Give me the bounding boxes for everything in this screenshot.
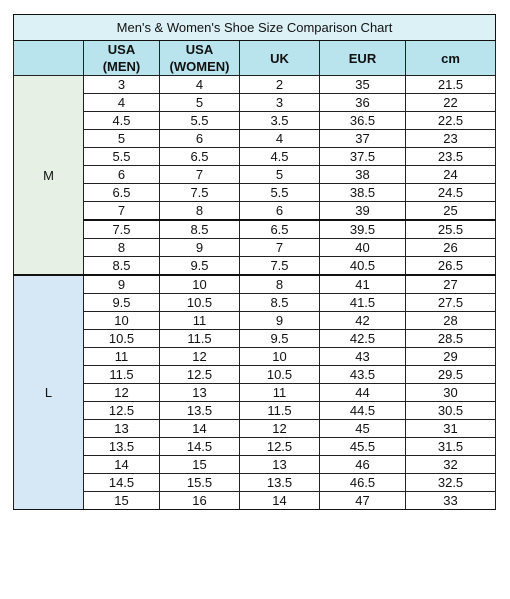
cell-cm: 29.5: [406, 366, 496, 384]
size-chart-container: [13, 14, 496, 510]
cell-eur: 42: [320, 312, 406, 330]
cell-usa-women: 5.5: [160, 112, 240, 130]
table-row: [14, 76, 496, 94]
table-row: [14, 474, 496, 492]
table-row: [14, 202, 496, 221]
cell-usa-women: 10: [160, 275, 240, 294]
table-row: [14, 330, 496, 348]
cell-usa-men: 15: [84, 492, 160, 510]
size-group-label: L: [14, 275, 84, 510]
cell-eur: 37: [320, 130, 406, 148]
header-usa-men: [84, 41, 160, 76]
cell-eur: 47: [320, 492, 406, 510]
cell-usa-women: 6: [160, 130, 240, 148]
cell-usa-men: 13.5: [84, 438, 160, 456]
cell-uk: 14: [240, 492, 320, 510]
table-row: [14, 112, 496, 130]
cell-eur: 38.5: [320, 184, 406, 202]
cell-cm: 32: [406, 456, 496, 474]
table-row: [14, 220, 496, 239]
cell-usa-women: 15: [160, 456, 240, 474]
cell-usa-men: 7.5: [84, 220, 160, 239]
cell-usa-women: 13: [160, 384, 240, 402]
cell-uk: 9: [240, 312, 320, 330]
cell-usa-men: 12: [84, 384, 160, 402]
size-group-label: M: [14, 76, 84, 276]
cell-usa-men: 6: [84, 166, 160, 184]
cell-cm: 23: [406, 130, 496, 148]
cell-uk: 11: [240, 384, 320, 402]
cell-eur: 39.5: [320, 220, 406, 239]
cell-usa-men: 9: [84, 275, 160, 294]
cell-uk: 6: [240, 202, 320, 221]
cell-cm: 32.5: [406, 474, 496, 492]
cell-usa-men: 13: [84, 420, 160, 438]
cell-eur: 45.5: [320, 438, 406, 456]
table-row: [14, 438, 496, 456]
cell-cm: 25: [406, 202, 496, 221]
size-table-body: [14, 76, 496, 510]
header-row: [14, 41, 496, 76]
cell-cm: 33: [406, 492, 496, 510]
cell-uk: 4.5: [240, 148, 320, 166]
table-row: [14, 257, 496, 276]
cell-eur: 41: [320, 275, 406, 294]
cell-uk: 3: [240, 94, 320, 112]
table-row: [14, 148, 496, 166]
cell-eur: 43.5: [320, 366, 406, 384]
table-row: [14, 275, 496, 294]
header-usa-women: [160, 41, 240, 76]
cell-usa-women: 6.5: [160, 148, 240, 166]
cell-uk: 7: [240, 239, 320, 257]
cell-eur: 40: [320, 239, 406, 257]
cell-cm: 27.5: [406, 294, 496, 312]
cell-eur: 45: [320, 420, 406, 438]
table-row: [14, 166, 496, 184]
cell-eur: 39: [320, 202, 406, 221]
table-row: [14, 420, 496, 438]
cell-uk: 10.5: [240, 366, 320, 384]
cell-usa-women: 9.5: [160, 257, 240, 276]
cell-cm: 30: [406, 384, 496, 402]
cell-cm: 21.5: [406, 76, 496, 94]
cell-usa-men: 7: [84, 202, 160, 221]
cell-uk: 5: [240, 166, 320, 184]
cell-usa-men: 11: [84, 348, 160, 366]
cell-usa-men: 4.5: [84, 112, 160, 130]
cell-usa-men: 5: [84, 130, 160, 148]
cell-uk: 13: [240, 456, 320, 474]
cell-cm: 30.5: [406, 402, 496, 420]
cell-usa-women: 15.5: [160, 474, 240, 492]
cell-uk: 6.5: [240, 220, 320, 239]
cell-usa-men: 10.5: [84, 330, 160, 348]
cell-eur: 35: [320, 76, 406, 94]
header-blank: [14, 41, 84, 76]
cell-usa-women: 12.5: [160, 366, 240, 384]
cell-eur: 37.5: [320, 148, 406, 166]
cell-usa-men: 3: [84, 76, 160, 94]
header-usa-women-line2: (WOMEN): [169, 59, 230, 74]
cell-uk: 11.5: [240, 402, 320, 420]
cell-usa-men: 6.5: [84, 184, 160, 202]
shoe-size-table: [13, 14, 496, 510]
cell-cm: 31.5: [406, 438, 496, 456]
cell-cm: 31: [406, 420, 496, 438]
cell-eur: 44: [320, 384, 406, 402]
header-uk: UK: [240, 41, 320, 76]
cell-cm: 24.5: [406, 184, 496, 202]
cell-usa-men: 12.5: [84, 402, 160, 420]
cell-usa-women: 7.5: [160, 184, 240, 202]
table-row: [14, 402, 496, 420]
cell-cm: 29: [406, 348, 496, 366]
cell-eur: 44.5: [320, 402, 406, 420]
cell-eur: 43: [320, 348, 406, 366]
cell-uk: 4: [240, 130, 320, 148]
cell-eur: 40.5: [320, 257, 406, 276]
cell-usa-women: 8: [160, 202, 240, 221]
cell-uk: 7.5: [240, 257, 320, 276]
cell-cm: 27: [406, 275, 496, 294]
cell-usa-women: 11.5: [160, 330, 240, 348]
cell-usa-women: 13.5: [160, 402, 240, 420]
cell-uk: 2: [240, 76, 320, 94]
header-usa-men-line2: (MEN): [102, 59, 141, 74]
cell-usa-men: 5.5: [84, 148, 160, 166]
table-row: [14, 94, 496, 112]
title-row: [14, 15, 496, 41]
cell-cm: 24: [406, 166, 496, 184]
table-row: [14, 294, 496, 312]
cell-uk: 9.5: [240, 330, 320, 348]
cell-uk: 8.5: [240, 294, 320, 312]
cell-usa-men: 14: [84, 456, 160, 474]
cell-usa-men: 8.5: [84, 257, 160, 276]
cell-eur: 46: [320, 456, 406, 474]
cell-usa-women: 8.5: [160, 220, 240, 239]
table-row: [14, 366, 496, 384]
cell-usa-women: 5: [160, 94, 240, 112]
cell-cm: 22: [406, 94, 496, 112]
table-row: [14, 384, 496, 402]
cell-cm: 22.5: [406, 112, 496, 130]
cell-eur: 42.5: [320, 330, 406, 348]
header-cm: cm: [406, 41, 496, 76]
chart-title: Men's & Women's Shoe Size Comparison Chart: [14, 15, 496, 41]
header-usa-women-line1: USA: [185, 42, 214, 57]
cell-uk: 12.5: [240, 438, 320, 456]
table-row: [14, 312, 496, 330]
cell-usa-women: 14.5: [160, 438, 240, 456]
cell-cm: 23.5: [406, 148, 496, 166]
cell-usa-women: 12: [160, 348, 240, 366]
cell-cm: 28: [406, 312, 496, 330]
cell-usa-women: 11: [160, 312, 240, 330]
cell-uk: 8: [240, 275, 320, 294]
header-usa-men-line1: USA: [107, 42, 136, 57]
cell-eur: 36.5: [320, 112, 406, 130]
table-row: [14, 130, 496, 148]
cell-usa-women: 16: [160, 492, 240, 510]
cell-usa-men: 4: [84, 94, 160, 112]
cell-usa-men: 14.5: [84, 474, 160, 492]
cell-uk: 13.5: [240, 474, 320, 492]
cell-usa-women: 9: [160, 239, 240, 257]
cell-eur: 36: [320, 94, 406, 112]
cell-eur: 41.5: [320, 294, 406, 312]
cell-uk: 3.5: [240, 112, 320, 130]
cell-uk: 5.5: [240, 184, 320, 202]
table-row: [14, 348, 496, 366]
table-row: [14, 239, 496, 257]
cell-uk: 12: [240, 420, 320, 438]
cell-usa-women: 14: [160, 420, 240, 438]
cell-usa-women: 10.5: [160, 294, 240, 312]
cell-uk: 10: [240, 348, 320, 366]
cell-eur: 38: [320, 166, 406, 184]
table-row: [14, 184, 496, 202]
table-row: [14, 492, 496, 510]
cell-usa-men: 8: [84, 239, 160, 257]
cell-usa-women: 7: [160, 166, 240, 184]
header-eur: EUR: [320, 41, 406, 76]
cell-cm: 28.5: [406, 330, 496, 348]
cell-eur: 46.5: [320, 474, 406, 492]
cell-usa-men: 10: [84, 312, 160, 330]
cell-cm: 26: [406, 239, 496, 257]
cell-cm: 26.5: [406, 257, 496, 276]
cell-usa-men: 9.5: [84, 294, 160, 312]
cell-usa-women: 4: [160, 76, 240, 94]
cell-usa-men: 11.5: [84, 366, 160, 384]
table-row: [14, 456, 496, 474]
cell-cm: 25.5: [406, 220, 496, 239]
